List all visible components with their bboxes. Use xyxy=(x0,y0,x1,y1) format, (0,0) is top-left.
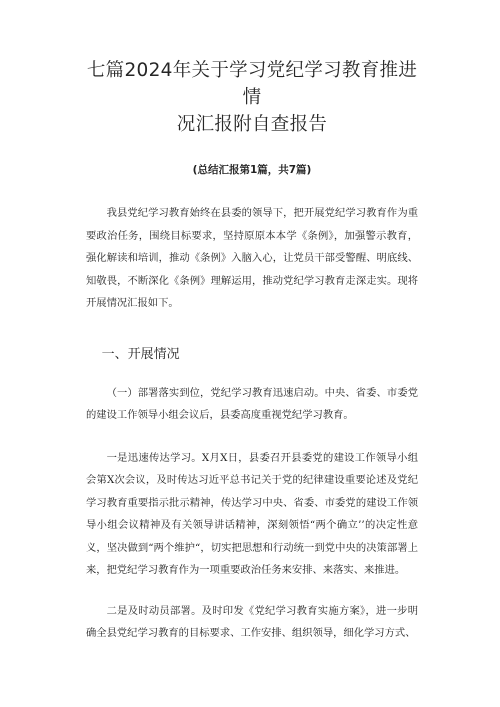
title-line-2: 况汇报附自查报告 xyxy=(176,114,328,135)
document-title xyxy=(86,57,418,138)
intro-paragraph: 我县党纪学习教育始终在县委的领导下，把开展党纪学习教育作为重要政治任务，围绕目标要求，坚持原原本本学《条例》，加强警示教育，强化解读和培训，推动《条例》入脑入心，让党员干部受警醒、明底线、知敬畏，不断深化《条例》理解运用，推动党纪学习教育走深走实。现将开展情况汇报如下。 xyxy=(86,207,418,309)
body-paragraph-1: 一是迅速传达学习。X月X日，县委召开县委党的建设工作领导小组会第X次会议，及时传达习近平总书记关于党的纪律建设重要论述及党纪学习教育重要指示批示精神，传达学习中央、省委、市委党的建设工作领导小组会议精神及有关领导讲话精神，深刻领悟“两个确立’’的决定性意义，坚决做到“两个维护“，切实把思想和行动统一到党中央的决策部署上来，把党纪学习教育作为一项重要政治任务来安排、来落实、来推进。 xyxy=(86,451,418,576)
subsection-paragraph: （一）部署落实到位，党纪学习教育迅速启动。中央、省委、市委党的建设工作领导小组会议后，县委高度重视党纪学习教育。 xyxy=(86,386,418,421)
document-subtitle: (总结汇报第1篇，共7篇) xyxy=(192,164,312,176)
body-paragraph-2: 二是及时动员部署。及时印发《党纪学习教育实施方案》，进一步明确全县党纪学习教育的目标要求、工作安排、组织领导，细化学习方式、 xyxy=(86,604,418,639)
title-line-1: 七篇2024年关于学习党纪学习教育推进情 xyxy=(86,60,418,108)
section-heading: 一、开展情况 xyxy=(101,346,180,362)
